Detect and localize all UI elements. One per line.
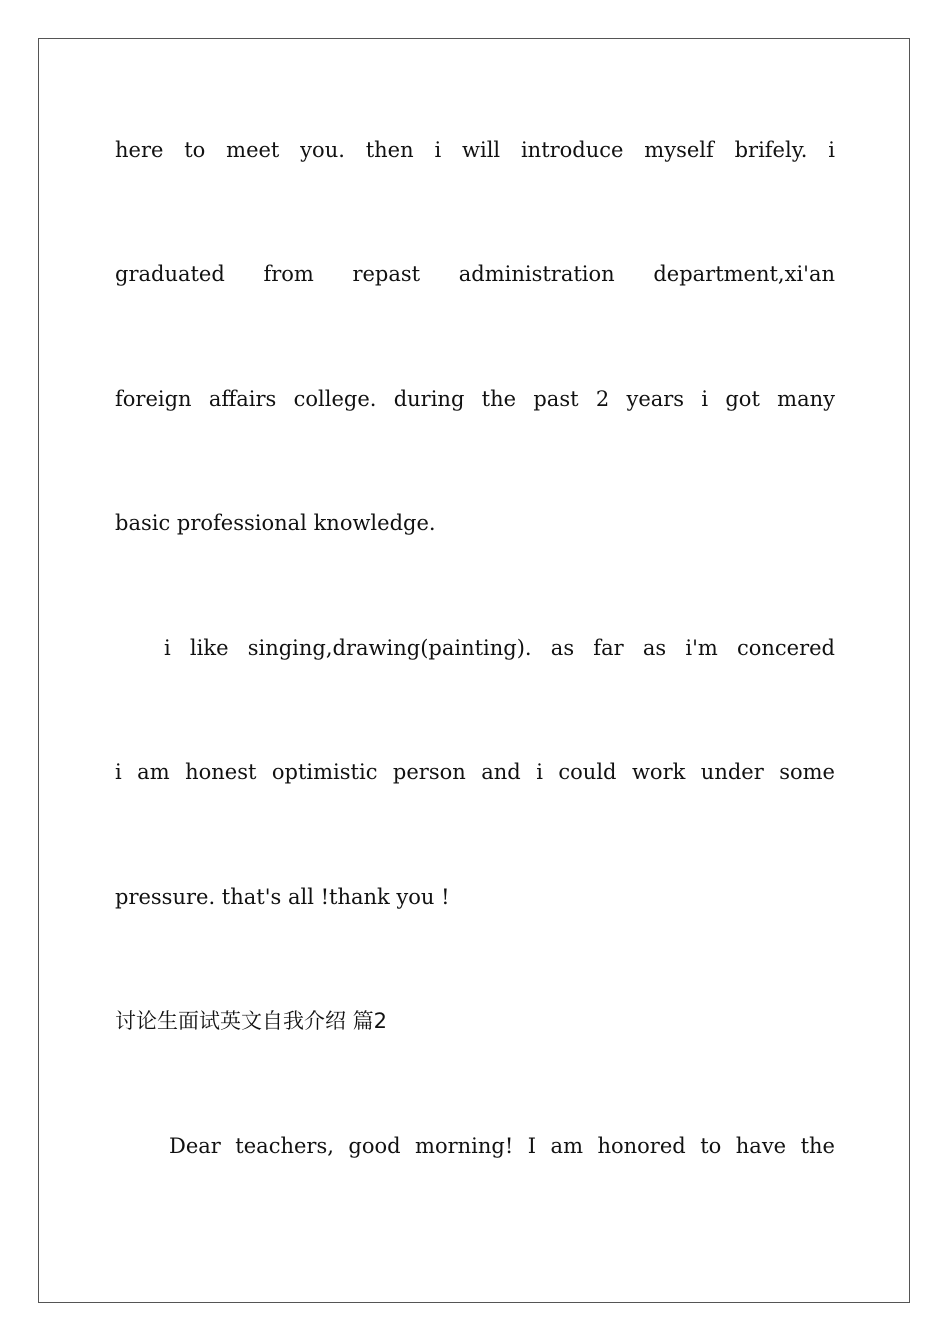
- section-heading: 讨论生面试英文自我介绍 篇2: [115, 1009, 388, 1033]
- body-text-line: basic professional knowledge.: [115, 511, 436, 535]
- body-text-line: graduated from repast administration department,xi'an: [115, 262, 835, 286]
- page-frame: [38, 38, 910, 1303]
- body-text-line: here to meet you. then i will introduce myself brifely. i: [115, 138, 835, 162]
- body-text-line: i am honest optimistic person and i could work under some: [115, 760, 835, 784]
- body-text-line: Dear teachers, good morning! I am honored to have the: [169, 1134, 835, 1158]
- body-text-line: i like singing,drawing(painting). as far as i'm concered: [164, 636, 835, 660]
- body-text-line: pressure. that's all !thank you !: [115, 885, 450, 909]
- body-text-line: foreign affairs college. during the past 2 years i got many: [115, 387, 835, 411]
